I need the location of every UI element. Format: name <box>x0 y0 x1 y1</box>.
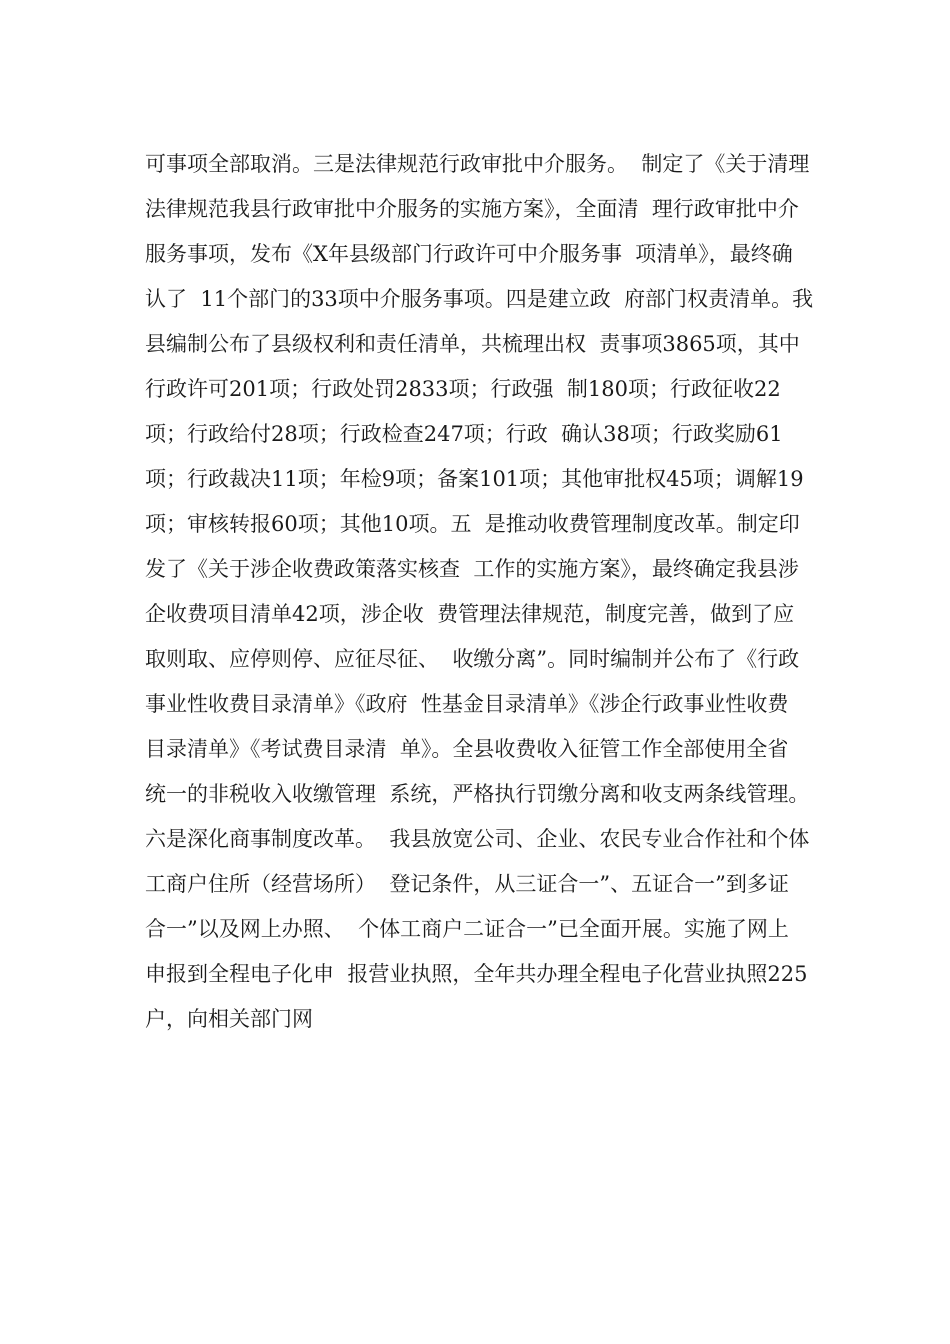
text-line: 可事项全部取消。三是法律规范行政审批中介服务。 制定了《关于清理 <box>145 152 810 176</box>
text-line: 发了《关于涉企收费政策落实核查 工作的实施方案》，最终确定我县涉 <box>145 557 799 581</box>
text-line: 法律规范我县行政审批中介服务的实施方案》，全面清 理行政审批中介 <box>145 197 799 221</box>
text-line: 取则取、应停则停、应征尽征、 收缴分离”。同时编制并公布了《行政 <box>145 647 800 671</box>
text-line: 项；行政给付28项；行政检查247项；行政 确认38项；行政奖励61 <box>145 422 783 446</box>
text-line: 户，向相关部门网 <box>145 1007 313 1031</box>
text-line: 县编制公布了县级权利和责任清单，共梳理出权 责事项3865项，其中 <box>145 332 800 356</box>
body-paragraph <box>145 142 835 1042</box>
text-line: 行政许可201项；行政处罚2833项；行政强 制180项；行政征收22 <box>145 377 781 401</box>
text-line: 服务事项，发布《X年县级部门行政许可中介服务事 项清单》，最终确 <box>145 242 793 266</box>
text-line: 项；审核转报60项；其他10项。五 是推动收费管理制度改革。制定印 <box>145 512 800 536</box>
text-line: 认了 11个部门的33项中介服务事项。四是建立政 府部门权责清单。我 <box>145 287 814 311</box>
text-line: 六是深化商事制度改革。 我县放宽公司、企业、农民专业合作社和个体 <box>145 827 810 851</box>
text-line: 申报到全程电子化申 报营业执照，全年共办理全程电子化营业执照225 <box>145 962 808 986</box>
text-line: 事业性收费目录清单》《政府 性基金目录清单》《涉企行政事业性收费 <box>145 692 789 716</box>
text-line: 项；行政裁决11项；年检9项；备案101项；其他审批权45项；调解19 <box>145 467 804 491</box>
text-line: 企收费项目清单42项，涉企收 费管理法律规范，制度完善，做到了应 <box>145 602 795 626</box>
text-line: 统一的非税收入收缴管理 系统，严格执行罚缴分离和收支两条线管理。 <box>145 782 810 806</box>
text-line: 目录清单》《考试费目录清 单》。全县收费收入征管工作全部使用全省 <box>145 737 789 761</box>
text-line: 工商户住所（经营场所） 登记条件，从三证合一”、五证合一”到多证 <box>145 872 789 896</box>
text-line: 合一”以及网上办照、 个体工商户二证合一”已全面开展。实施了网上 <box>145 917 789 941</box>
